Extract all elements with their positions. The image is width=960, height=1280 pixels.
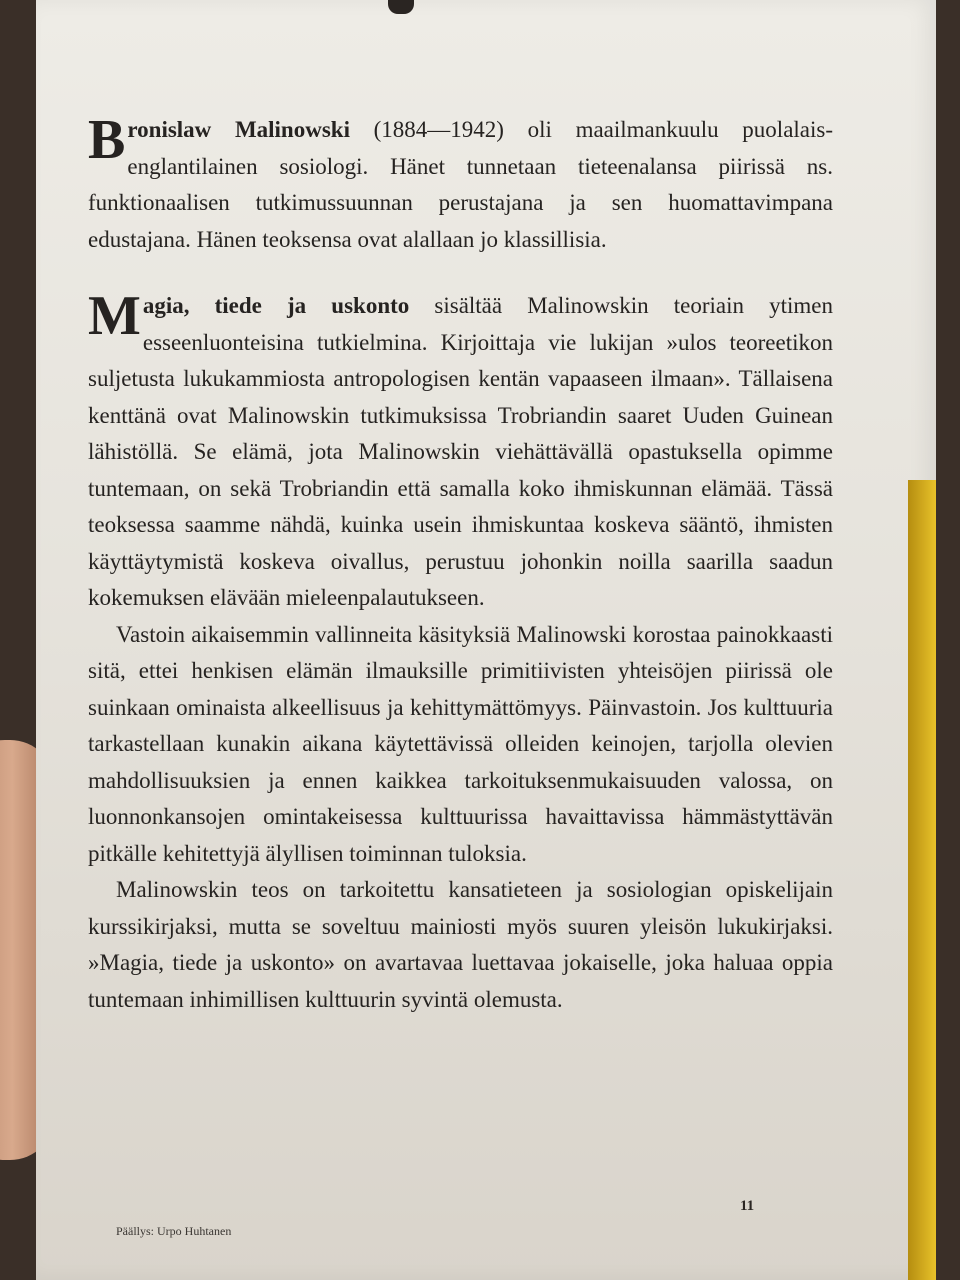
lead-book-title: agia, tiede ja uskonto bbox=[142, 293, 410, 318]
page-number: 11 bbox=[740, 1198, 755, 1214]
paragraph-primitive-cultures: Vastoin aikaisemmin vallinneita käsityksiä Malinowski korostaa painokkaasti sitä, ettei henkisen elämän ilmauksille primitiivisten yhteisöjen piirissä ole suinkaan ominaista alkeellisuus ja kehittymättömyys. Päinvastoin. Jos kulttuuria tarkastellaan kunakin aikana käytettävissä olleiden keinojen, tarjolla olevien mahdollisuuksien ja ennen kaikkea tarkoituksenmukaisuuden valossa, on luonnonkansojen omintakeisessa kulttuurissa havaittavissa hämmästyttävän pitkälle kehitettyjä älyllisen toiminnan tuloksia. bbox=[88, 621, 833, 866]
paragraph-text: (1884—1942) oli maailmankuulu puolalais-englantilainen sosiologi. Hänet tunnetaan tieteenalansa piirissä ns. funktionaalisen tutkimussuunnan perustajana ja sen huomattavimpana edustajana. Hänen teoksensa ovat alallaan jo klassillisia. bbox=[88, 117, 834, 252]
lead-author-name: ronislaw Malinowski bbox=[127, 117, 350, 142]
paragraph-audience: Malinowskin teos on tarkoitettu kansatieteen ja sosiologian opiskelijain kurssikirjaksi, mutta se soveltuu mainiosti myös suuren yleisön lukukirjaksi. »Magia, tiede ja uskonto» on avartavaa luettavaa jokaiselle, joka haluaa oppia tuntemaan inhimillisen kulttuurin syvintä olemusta. bbox=[88, 877, 833, 1012]
cover-edge bbox=[908, 480, 936, 1280]
cover-credit: Päällys: Urpo Huhtanen bbox=[116, 1224, 232, 1238]
dropcap: M bbox=[88, 285, 141, 347]
page-text bbox=[88, 109, 834, 1018]
paragraph-author-bio bbox=[88, 109, 834, 258]
page-top-mark bbox=[388, 0, 414, 14]
paragraph-text: sisältää Malinowskin teoriain ytimen esseenluonteisina tutkielmina. Kirjoittaja vie lukijan »ulos teoreetikon suljetusta lukukammiosta antropologisen kentän vapaaseen ilmaan». Tällaisena kenttänä ovat Malinowskin tutkimuksissa Trobriandin saaret Uuden Guinean lähistöllä. Se elämä, jota Malinowskin viehättävällä opastuksella opimme tuntemaan, on sekä Trobriandin että samalla koko ihmiskunnan elämää. Tässä teoksessa saamme nähdä, kuinka usein ihmiskuntaa koskeva sääntö, ihmisten käyttäytymistä koskeva oivallus, perustuu johonkin noilla saarilla saadun kokemuksen elävään mieleenpalautukseen. bbox=[88, 293, 833, 610]
paragraph-book-intro bbox=[88, 285, 833, 617]
dropcap: B bbox=[88, 109, 126, 171]
